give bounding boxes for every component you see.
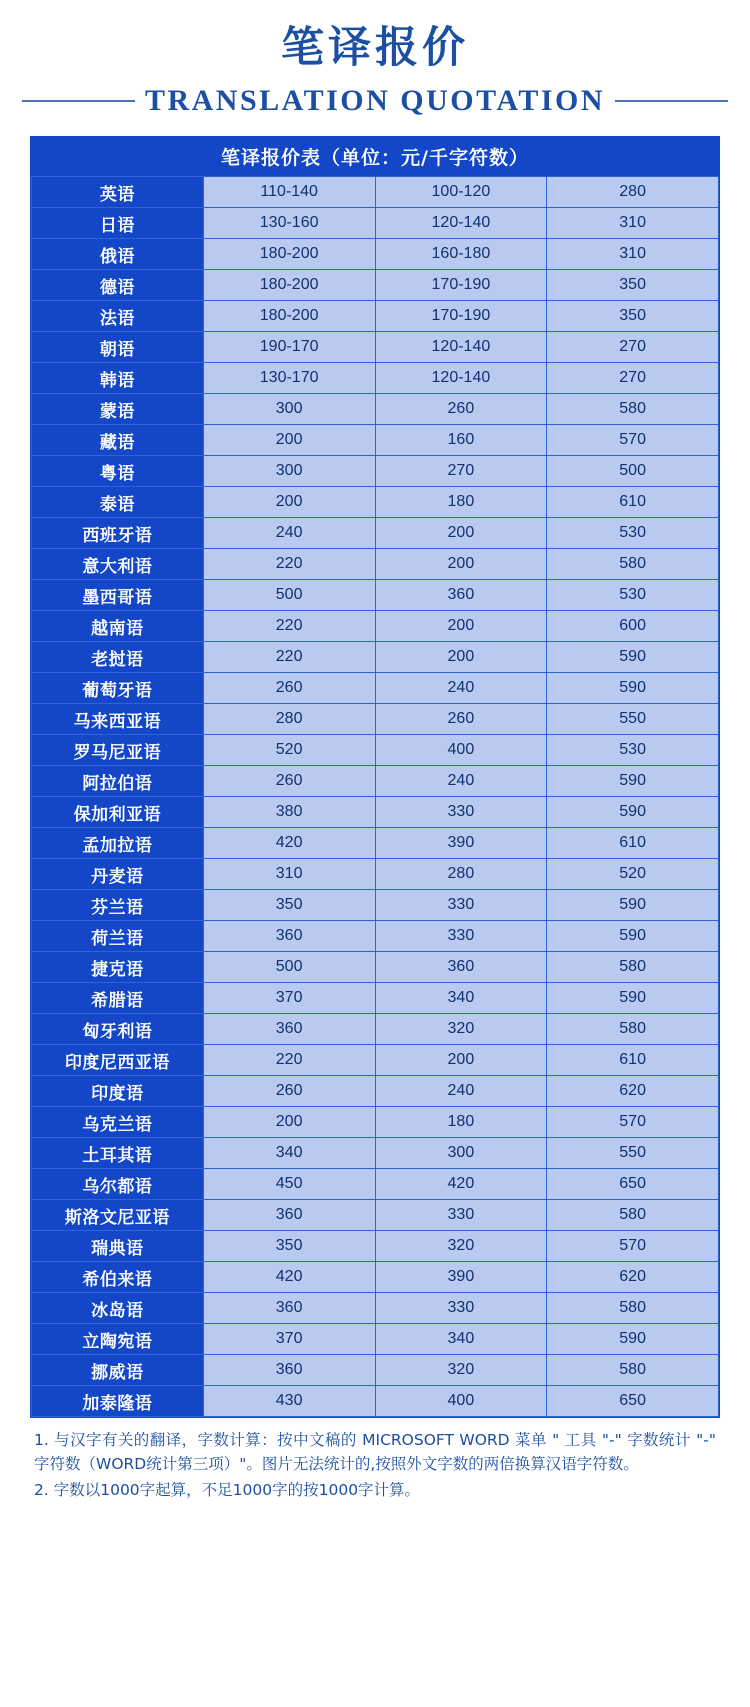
language-cell: 泰语 — [32, 487, 204, 518]
price-cell-c3: 580 — [547, 549, 719, 580]
price-cell-c2: 240 — [375, 673, 547, 704]
price-cell-c2: 180 — [375, 1107, 547, 1138]
price-cell-c1: 350 — [203, 890, 375, 921]
table-row — [32, 797, 719, 828]
divider-right — [615, 100, 728, 102]
price-cell-c2: 330 — [375, 1200, 547, 1231]
price-cell-c3: 590 — [547, 642, 719, 673]
price-cell-c1: 370 — [203, 1324, 375, 1355]
price-cell-c2: 330 — [375, 797, 547, 828]
price-cell-c3: 520 — [547, 859, 719, 890]
table-row — [32, 456, 719, 487]
price-cell-c2: 200 — [375, 642, 547, 673]
language-cell: 印度尼西亚语 — [32, 1045, 204, 1076]
table-row — [32, 425, 719, 456]
price-cell-c1: 370 — [203, 983, 375, 1014]
price-cell-c3: 580 — [547, 1200, 719, 1231]
price-cell-c3: 570 — [547, 1231, 719, 1262]
table-row — [32, 1200, 719, 1231]
price-cell-c1: 360 — [203, 921, 375, 952]
language-cell: 乌克兰语 — [32, 1107, 204, 1138]
price-cell-c3: 610 — [547, 828, 719, 859]
price-cell-c3: 590 — [547, 890, 719, 921]
language-cell: 韩语 — [32, 363, 204, 394]
price-cell-c3: 530 — [547, 580, 719, 611]
table-row — [32, 828, 719, 859]
price-cell-c1: 220 — [203, 549, 375, 580]
price-cell-c3: 590 — [547, 673, 719, 704]
table-row — [32, 859, 719, 890]
language-cell: 西班牙语 — [32, 518, 204, 549]
price-cell-c3: 620 — [547, 1076, 719, 1107]
table-caption-row — [32, 137, 719, 177]
price-cell-c2: 360 — [375, 580, 547, 611]
table-row — [32, 642, 719, 673]
price-cell-c3: 600 — [547, 611, 719, 642]
price-cell-c3: 590 — [547, 766, 719, 797]
price-cell-c2: 160-180 — [375, 239, 547, 270]
price-cell-c3: 550 — [547, 704, 719, 735]
language-cell: 荷兰语 — [32, 921, 204, 952]
price-cell-c3: 530 — [547, 518, 719, 549]
language-cell: 越南语 — [32, 611, 204, 642]
price-cell-c2: 120-140 — [375, 363, 547, 394]
price-cell-c1: 430 — [203, 1386, 375, 1417]
price-cell-c2: 320 — [375, 1014, 547, 1045]
price-cell-c1: 360 — [203, 1014, 375, 1045]
table-row — [32, 1107, 719, 1138]
price-cell-c1: 420 — [203, 828, 375, 859]
price-cell-c3: 500 — [547, 456, 719, 487]
table-row — [32, 1324, 719, 1355]
price-cell-c1: 500 — [203, 952, 375, 983]
notes-section — [34, 1428, 716, 1502]
price-cell-c3: 570 — [547, 1107, 719, 1138]
price-cell-c3: 590 — [547, 983, 719, 1014]
language-cell: 孟加拉语 — [32, 828, 204, 859]
price-cell-c3: 270 — [547, 363, 719, 394]
price-cell-c2: 120-140 — [375, 208, 547, 239]
price-cell-c2: 390 — [375, 828, 547, 859]
price-cell-c1: 220 — [203, 1045, 375, 1076]
price-cell-c3: 590 — [547, 921, 719, 952]
price-cell-c2: 170-190 — [375, 270, 547, 301]
price-cell-c2: 320 — [375, 1355, 547, 1386]
table-row — [32, 549, 719, 580]
price-cell-c3: 270 — [547, 332, 719, 363]
price-cell-c2: 320 — [375, 1231, 547, 1262]
language-cell: 德语 — [32, 270, 204, 301]
table-row — [32, 1293, 719, 1324]
price-cell-c2: 170-190 — [375, 301, 547, 332]
price-cell-c1: 310 — [203, 859, 375, 890]
price-cell-c2: 280 — [375, 859, 547, 890]
price-cell-c2: 300 — [375, 1138, 547, 1169]
price-cell-c2: 420 — [375, 1169, 547, 1200]
table-row — [32, 611, 719, 642]
price-cell-c2: 200 — [375, 518, 547, 549]
price-cell-c1: 450 — [203, 1169, 375, 1200]
language-cell: 希腊语 — [32, 983, 204, 1014]
price-cell-c3: 580 — [547, 1355, 719, 1386]
page-subtitle: TRANSLATION QUOTATION — [144, 83, 606, 117]
price-cell-c1: 380 — [203, 797, 375, 828]
language-cell: 阿拉伯语 — [32, 766, 204, 797]
price-cell-c2: 260 — [375, 394, 547, 425]
language-cell: 印度语 — [32, 1076, 204, 1107]
language-cell: 英语 — [32, 177, 204, 208]
price-cell-c3: 610 — [547, 487, 719, 518]
table-row — [32, 952, 719, 983]
price-cell-c1: 260 — [203, 766, 375, 797]
price-cell-c1: 260 — [203, 673, 375, 704]
price-cell-c2: 240 — [375, 1076, 547, 1107]
table-row — [32, 332, 719, 363]
price-cell-c1: 220 — [203, 642, 375, 673]
language-cell: 挪威语 — [32, 1355, 204, 1386]
language-cell: 匈牙利语 — [32, 1014, 204, 1045]
table-row — [32, 239, 719, 270]
price-cell-c2: 340 — [375, 1324, 547, 1355]
table-row — [32, 363, 719, 394]
price-cell-c2: 180 — [375, 487, 547, 518]
price-cell-c1: 360 — [203, 1293, 375, 1324]
quotation-table — [31, 137, 719, 1418]
price-cell-c1: 130-160 — [203, 208, 375, 239]
price-cell-c3: 530 — [547, 735, 719, 766]
price-cell-c2: 200 — [375, 611, 547, 642]
price-cell-c1: 130-170 — [203, 363, 375, 394]
language-cell: 蒙语 — [32, 394, 204, 425]
language-cell: 墨西哥语 — [32, 580, 204, 611]
language-cell: 俄语 — [32, 239, 204, 270]
language-cell: 朝语 — [32, 332, 204, 363]
price-cell-c3: 310 — [547, 208, 719, 239]
note-1: 1. 与汉字有关的翻译，字数计算：按中文稿的 MICROSOFT WORD 菜单 " 工具 "-" 字数统计 "-" 字符数（WORD统计第三项）"。图片无法统计的,按照外文字数的两倍换算汉语字符数。 — [34, 1431, 716, 1474]
price-cell-c2: 200 — [375, 1045, 547, 1076]
price-cell-c3: 580 — [547, 394, 719, 425]
language-cell: 粤语 — [32, 456, 204, 487]
table-row — [32, 487, 719, 518]
price-cell-c2: 340 — [375, 983, 547, 1014]
price-cell-c2: 160 — [375, 425, 547, 456]
table-row — [32, 1355, 719, 1386]
language-cell: 希伯来语 — [32, 1262, 204, 1293]
language-cell: 斯洛文尼亚语 — [32, 1200, 204, 1231]
table-row — [32, 177, 719, 208]
price-cell-c3: 550 — [547, 1138, 719, 1169]
price-cell-c3: 580 — [547, 1293, 719, 1324]
price-cell-c3: 610 — [547, 1045, 719, 1076]
quotation-table-card — [30, 136, 720, 1419]
table-row — [32, 1231, 719, 1262]
language-cell: 乌尔都语 — [32, 1169, 204, 1200]
price-cell-c1: 220 — [203, 611, 375, 642]
language-cell: 法语 — [32, 301, 204, 332]
language-cell: 冰岛语 — [32, 1293, 204, 1324]
price-cell-c2: 200 — [375, 549, 547, 580]
price-cell-c3: 590 — [547, 797, 719, 828]
table-row — [32, 1169, 719, 1200]
table-row — [32, 394, 719, 425]
table-row — [32, 1138, 719, 1169]
language-cell: 藏语 — [32, 425, 204, 456]
subtitle-row — [0, 84, 750, 118]
divider-left — [22, 100, 135, 102]
price-cell-c2: 400 — [375, 1386, 547, 1417]
language-cell: 芬兰语 — [32, 890, 204, 921]
price-cell-c3: 310 — [547, 239, 719, 270]
price-cell-c2: 360 — [375, 952, 547, 983]
table-row — [32, 270, 719, 301]
table-row — [32, 1045, 719, 1076]
table-row — [32, 1014, 719, 1045]
price-cell-c2: 400 — [375, 735, 547, 766]
price-cell-c1: 280 — [203, 704, 375, 735]
table-row — [32, 766, 719, 797]
price-cell-c1: 180-200 — [203, 239, 375, 270]
price-cell-c1: 360 — [203, 1200, 375, 1231]
price-cell-c3: 350 — [547, 270, 719, 301]
price-cell-c1: 190-170 — [203, 332, 375, 363]
language-cell: 丹麦语 — [32, 859, 204, 890]
price-cell-c3: 350 — [547, 301, 719, 332]
language-cell: 加泰隆语 — [32, 1386, 204, 1417]
table-row — [32, 1386, 719, 1417]
table-row — [32, 673, 719, 704]
table-row — [32, 518, 719, 549]
table-caption: 笔译报价表（单位：元/千字符数） — [32, 137, 719, 177]
price-cell-c1: 180-200 — [203, 270, 375, 301]
price-cell-c3: 580 — [547, 1014, 719, 1045]
price-cell-c2: 330 — [375, 890, 547, 921]
language-cell: 葡萄牙语 — [32, 673, 204, 704]
price-cell-c3: 570 — [547, 425, 719, 456]
price-cell-c1: 420 — [203, 1262, 375, 1293]
price-cell-c1: 260 — [203, 1076, 375, 1107]
price-cell-c2: 120-140 — [375, 332, 547, 363]
price-cell-c3: 650 — [547, 1169, 719, 1200]
price-cell-c1: 240 — [203, 518, 375, 549]
table-row — [32, 1076, 719, 1107]
table-row — [32, 890, 719, 921]
language-cell: 日语 — [32, 208, 204, 239]
page-title: 笔译报价 — [281, 23, 469, 73]
price-cell-c1: 300 — [203, 456, 375, 487]
language-cell: 老挝语 — [32, 642, 204, 673]
language-cell: 立陶宛语 — [32, 1324, 204, 1355]
price-cell-c2: 330 — [375, 1293, 547, 1324]
page-header — [0, 0, 750, 118]
price-cell-c1: 360 — [203, 1355, 375, 1386]
table-row — [32, 735, 719, 766]
language-cell: 土耳其语 — [32, 1138, 204, 1169]
price-cell-c1: 200 — [203, 425, 375, 456]
table-row — [32, 580, 719, 611]
price-cell-c3: 590 — [547, 1324, 719, 1355]
table-row — [32, 983, 719, 1014]
price-cell-c2: 100-120 — [375, 177, 547, 208]
price-cell-c3: 650 — [547, 1386, 719, 1417]
price-cell-c1: 110-140 — [203, 177, 375, 208]
price-cell-c3: 620 — [547, 1262, 719, 1293]
price-cell-c2: 330 — [375, 921, 547, 952]
price-cell-c2: 260 — [375, 704, 547, 735]
table-row — [32, 704, 719, 735]
price-cell-c3: 580 — [547, 952, 719, 983]
price-cell-c1: 520 — [203, 735, 375, 766]
language-cell: 意大利语 — [32, 549, 204, 580]
price-cell-c1: 200 — [203, 1107, 375, 1138]
table-row — [32, 208, 719, 239]
price-cell-c1: 180-200 — [203, 301, 375, 332]
price-cell-c2: 240 — [375, 766, 547, 797]
table-row — [32, 301, 719, 332]
table-body — [32, 137, 719, 1417]
table-row — [32, 1262, 719, 1293]
note-2: 2. 字数以1000字起算，不足1000字的按1000字计算。 — [34, 1481, 421, 1500]
table-row — [32, 921, 719, 952]
price-cell-c1: 300 — [203, 394, 375, 425]
price-cell-c2: 270 — [375, 456, 547, 487]
price-cell-c1: 350 — [203, 1231, 375, 1262]
language-cell: 瑞典语 — [32, 1231, 204, 1262]
language-cell: 罗马尼亚语 — [32, 735, 204, 766]
language-cell: 保加利亚语 — [32, 797, 204, 828]
price-cell-c1: 340 — [203, 1138, 375, 1169]
price-cell-c2: 390 — [375, 1262, 547, 1293]
price-cell-c1: 200 — [203, 487, 375, 518]
language-cell: 马来西亚语 — [32, 704, 204, 735]
language-cell: 捷克语 — [32, 952, 204, 983]
price-cell-c1: 500 — [203, 580, 375, 611]
price-cell-c3: 280 — [547, 177, 719, 208]
